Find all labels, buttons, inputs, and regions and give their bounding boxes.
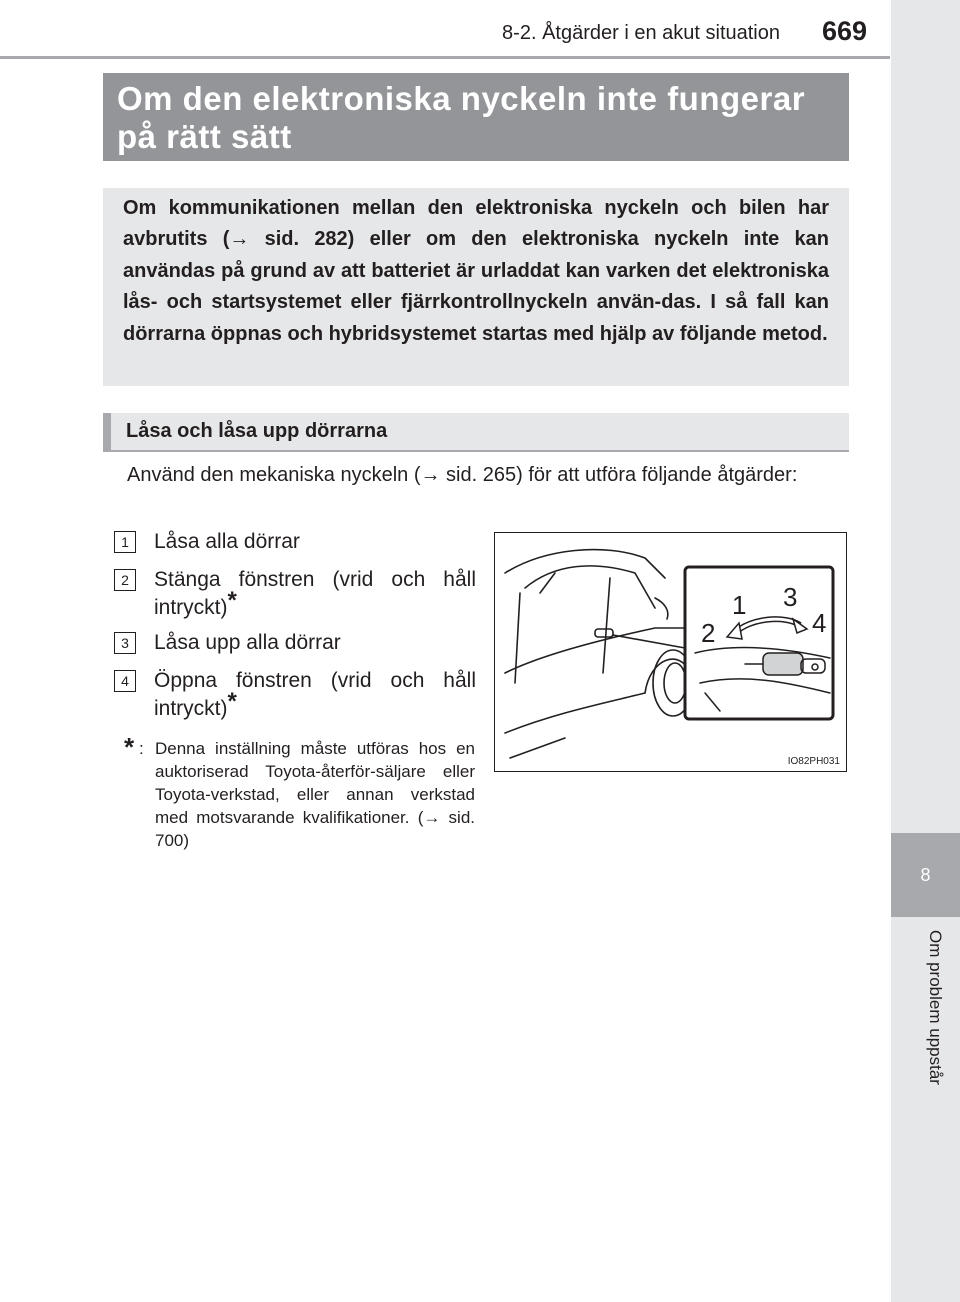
footnote-colon: : bbox=[139, 739, 144, 758]
title-banner bbox=[103, 73, 849, 161]
page-title: Om den elektroniska nyckeln inte fungerar på rätt sätt bbox=[117, 80, 806, 155]
step-text-4: Öppna fönstren (vrid och håll intryckt)* bbox=[154, 669, 476, 720]
callout-2: 2 bbox=[701, 618, 716, 648]
step-text-1: Låsa alla dörrar bbox=[154, 530, 300, 553]
page-number: 669 bbox=[822, 16, 868, 46]
footnote-star: * bbox=[124, 732, 135, 762]
step-number-3: 3 bbox=[114, 632, 136, 654]
callout-1: 1 bbox=[732, 590, 747, 620]
side-tab-upper bbox=[891, 0, 960, 833]
footnote-mark: * bbox=[227, 587, 237, 614]
section-accent bbox=[103, 413, 111, 450]
step-number-4: 4 bbox=[114, 670, 136, 692]
footnote-text: Denna inställning måste utföras hos en auktoriserad Toyota-återför-säljare eller Toyota-verkstad, eller annan verkstad med motsvarande kvalifikationer. (→ sid. 700) bbox=[155, 739, 475, 850]
step-text-3: Låsa upp alla dörrar bbox=[154, 631, 341, 654]
chapter-number-tab: 8 bbox=[891, 833, 960, 917]
step-text-2: Stänga fönstren (vrid och håll intryckt)* bbox=[154, 568, 476, 619]
step-number-1: 1 bbox=[114, 531, 136, 553]
step-number-2: 2 bbox=[114, 569, 136, 591]
instruction-text: Använd den mekaniska nyckeln (→ sid. 265) för att utföra följande åtgärder: bbox=[127, 464, 798, 486]
intro-box bbox=[103, 188, 849, 386]
header-rule bbox=[0, 56, 890, 59]
figure-code: IO82PH031 bbox=[787, 756, 840, 767]
intro-text: Om kommunikationen mellan den elektroniska nyckeln och bilen har avbrutits (→ sid. 282) eller om den elektroniska nyckeln inte kan användas på grund av att batteriet är urladdat kan varken det elektroniska lås- och startsystemet eller fjärrkontrollnyckeln använ-das. I så fall kan dörrarna öppnas och hybridsystemet startas med hjälp av följande metod. bbox=[123, 197, 829, 345]
header-section-title: 8-2. Åtgärder i en akut situation bbox=[502, 22, 780, 44]
callout-4: 4 bbox=[812, 608, 827, 638]
section-heading: Låsa och låsa upp dörrarna bbox=[126, 420, 388, 442]
illustration-drawing bbox=[495, 533, 847, 772]
callout-3: 3 bbox=[783, 582, 798, 612]
car-door-key-illustration bbox=[494, 532, 847, 772]
footnote-mark: * bbox=[227, 688, 237, 715]
chapter-title-tab: Om problem uppstår bbox=[926, 930, 945, 1085]
section-heading-bar bbox=[103, 413, 849, 452]
